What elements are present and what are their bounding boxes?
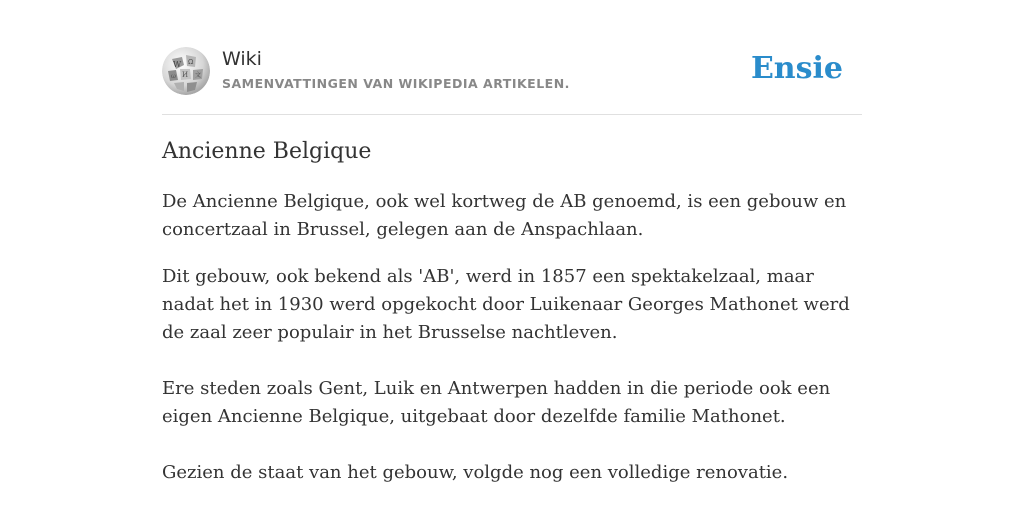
- article-paragraph: Gezien de staat van het gebouw, volgde nog een volledige renovatie.: [162, 462, 789, 483]
- article-body: [162, 263, 862, 487]
- article-paragraph: Ere steden zoals Gent, Luik en Antwerpen hadden in die periode ook een eigen Ancienne Belgique, uitgebaat door dezelfde familie Mathonet.: [162, 378, 831, 427]
- site-header: [162, 44, 862, 115]
- svg-text:Ω: Ω: [188, 58, 194, 66]
- site-title[interactable]: Wiki: [222, 48, 262, 70]
- article-paragraph: Dit gebouw, ook bekend als 'AB', werd in 1857 een spektakelzaal, maar nadat het in 1930 werd opgekocht door Luikenaar Georges Mathonet werd de zaal zeer populair in het Brusselse nachtleven.: [162, 266, 850, 343]
- svg-text:文: 文: [195, 72, 202, 79]
- ensie-brand-link[interactable]: Ensie: [750, 51, 843, 86]
- svg-text:И: И: [182, 71, 189, 79]
- svg-text:W: W: [173, 60, 182, 69]
- article-lead: De Ancienne Belgique, ook wel kortweg de AB genoemd, is een gebouw en concertzaal in Brussel, gelegen aan de Anspachlaan.: [162, 191, 847, 240]
- svg-text:ω: ω: [171, 73, 176, 80]
- site-tagline: SAMENVATTINGEN VAN WIKIPEDIA ARTIKELEN.: [222, 76, 570, 91]
- wikipedia-globe-icon[interactable]: [162, 47, 210, 95]
- article-title: Ancienne Belgique: [162, 139, 372, 164]
- article: [162, 136, 862, 487]
